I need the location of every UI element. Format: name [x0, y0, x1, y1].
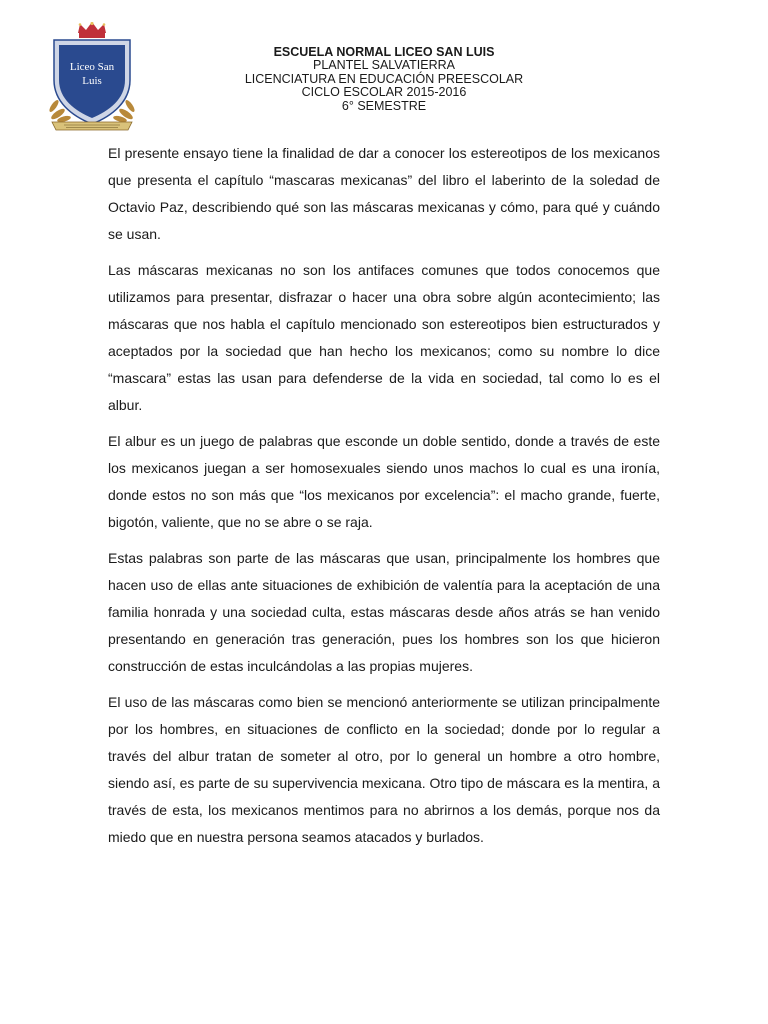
- crown-icon: [78, 22, 106, 38]
- paragraph: El presente ensayo tiene la finalidad de dar a conocer los estereotipos de los mexicanos que presenta el capítulo “mascaras mexicanas” del libro el laberinto de la soledad de Octavio Paz, describiendo qué son las máscaras mexicanas y cómo, para qué y cuándo se usan.: [108, 145, 660, 242]
- paragraph: El albur es un juego de palabras que esconde un doble sentido, donde a través de este los mexicanos juegan a ser homosexuales siendo unos machos lo cual es una ironía, donde estos no son más que “los mexicanos por excelencia”: el macho grande, fuerte, bigotón, valiente, que no se abre o se raja.: [108, 433, 660, 530]
- paragraph: Estas palabras son parte de las máscaras que usan, principalmente los hombres que hacen uso de ellas ante situaciones de exhibición de valentía para la aceptación de una familia honrada y una sociedad culta, estas máscaras desde años atrás se han venido presentando en generación tras generación, pues los hombres son los que hicieron construcción de estas inculcándolas a las propias mujeres.: [108, 550, 660, 674]
- paragraph: Las máscaras mexicanas no son los antifaces comunes que todos conocemos que utilizamos para presentar, disfrazar o hacer una obra sobre algún acontecimiento; las máscaras que nos habla el capítulo mencionado son estereotipos bien estructurados y aceptados por la sociedad que han hecho los mexicanos; como su nombre lo dice “mascara” estas las usan para defenderse de la vida en sociedad, tal como lo es el albur.: [108, 262, 660, 413]
- logo-name-line2: Luis: [82, 75, 102, 87]
- semester: 6° SEMESTRE: [341, 98, 427, 113]
- campus-name: PLANTEL SALVATIERRA: [313, 58, 455, 73]
- school-cycle: CICLO ESCOLAR 2015-2016: [301, 85, 467, 100]
- degree-name: LICENCIATURA EN EDUCACIÓN PREESCOLAR: [244, 71, 524, 86]
- ribbon: [52, 122, 132, 130]
- paragraph: El uso de las máscaras como bien se mencionó anteriormente se utilizan principalmente por los hombres, en situaciones de conflicto en la sociedad; donde por lo regular a través del albur tratan de someter al otro, por lo general un hombre a otro hombre, siendo así, es parte de su supervivencia mexicana. Otro tipo de máscara es la mentira, a través de esta, los mexicanos mentimos para no abrirnos a los demás, porque nos da miedo que en nuestra persona seamos atacados y burlados.: [108, 694, 660, 845]
- logo-name-line1: Liceo San: [69, 61, 115, 73]
- essay-body: [108, 140, 660, 860]
- school-logo: [44, 22, 140, 134]
- document-header: [180, 46, 588, 113]
- school-name: ESCUELA NORMAL LICEO SAN LUIS: [273, 45, 495, 59]
